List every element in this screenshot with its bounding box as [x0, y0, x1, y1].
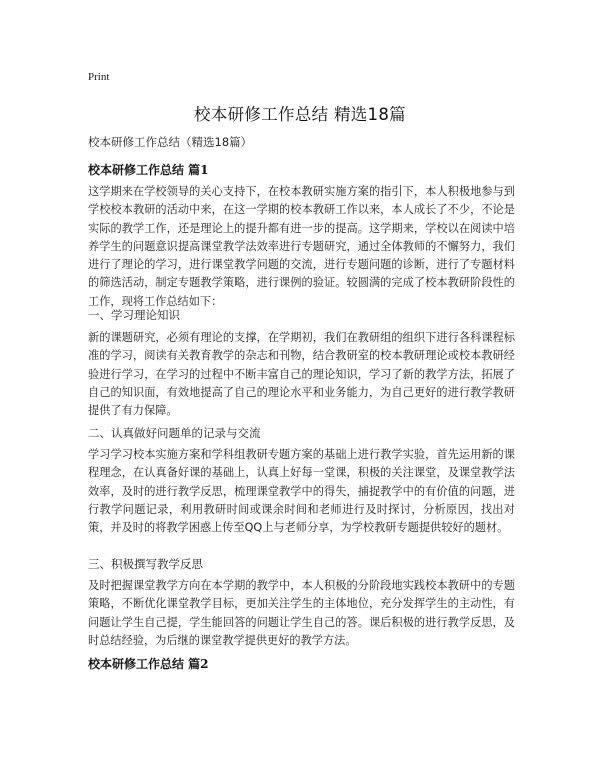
part-paragraph-2: 学习学习校本实施方案和学科组教研专题方案的基础上进行教学实验，首先运用新的课程理念，在认真备好课的基础上，认真上好每一堂课，积极的关注课堂，及课堂教学法效率，及时的进行教学反思，梳理课堂教学中的得失，捕捉教学中的有价值的问题，进行教学问题记录，利用教研时间或课余时间和老师进行及时探讨，分析原因，找出对策，并及时的将教学困惑上传至QQ上与老师分享，为学校教研专题提供较好的题材。: [88, 448, 515, 535]
part-heading-2: 二、认真做好问题单的记录与交流: [88, 426, 261, 440]
intro-paragraph: 这学期来在学校领导的关心支持下，在校本教研实施方案的指引下，本人积极地参与到学校校本教研的活动中来，在这一学期的校本教研工作以来，本人成长了不少，不论是实际的教学工作，还是理论上的提升都有进一步的提高。这学期来，学校以在阅读中培养学生的问题意识提高课堂教学法效率进行专题研究，通过全体教师的不懈努力，我们进行了理论的学习，进行课堂教学问题的交流，进行专题问题的诊断，进行了专题材料的筛选活动，制定专题教学策略，进行课例的验证。较圆满的完成了校本教研阶段性的工作，现将工作总结如下：: [88, 185, 515, 308]
document-subtitle: 校本研修工作总结（精选18篇）: [88, 135, 253, 149]
part-paragraph-3: 及时把握课堂教学方向在本学期的教学中，本人积极的分阶段地实践校本教研中的专题策略，不断优化课堂教学目标，更加关注学生的主体地位，充分发挥学生的主动性，有问题让学生自己提，学生能回答的问题让学生自己的答。课后积极的进行教学反思，及时总结经验，为后继的课堂教学提供更好的教学方法。: [88, 579, 515, 647]
print-label[interactable]: Print: [88, 71, 110, 83]
document-title: 校本研修工作总结 精选18篇: [194, 105, 406, 124]
part-heading-1: 一、学习理论知识: [88, 308, 180, 322]
section-heading-1: 校本研修工作总结 篇1: [88, 163, 209, 177]
part-paragraph-1: 新的课题研究，必须有理论的支撑，在学期初，我们在教研组的组织下进行各科课程标准的学习，阅读有关教育教学的杂志和刊物，结合教研室的校本教研理论或校本教研经验进行学习，在学习的过程中不断丰富自己的理论知识，学习了新的教学方法，拓展了自己的知识面，有效地提高了自己的理论水平和业务能力，为自己更好的进行教学教研提供了有力保障。: [88, 331, 515, 418]
section-heading-2: 校本研修工作总结 篇2: [88, 657, 209, 671]
part-heading-3: 三、积极撰写教学反思: [88, 557, 203, 571]
